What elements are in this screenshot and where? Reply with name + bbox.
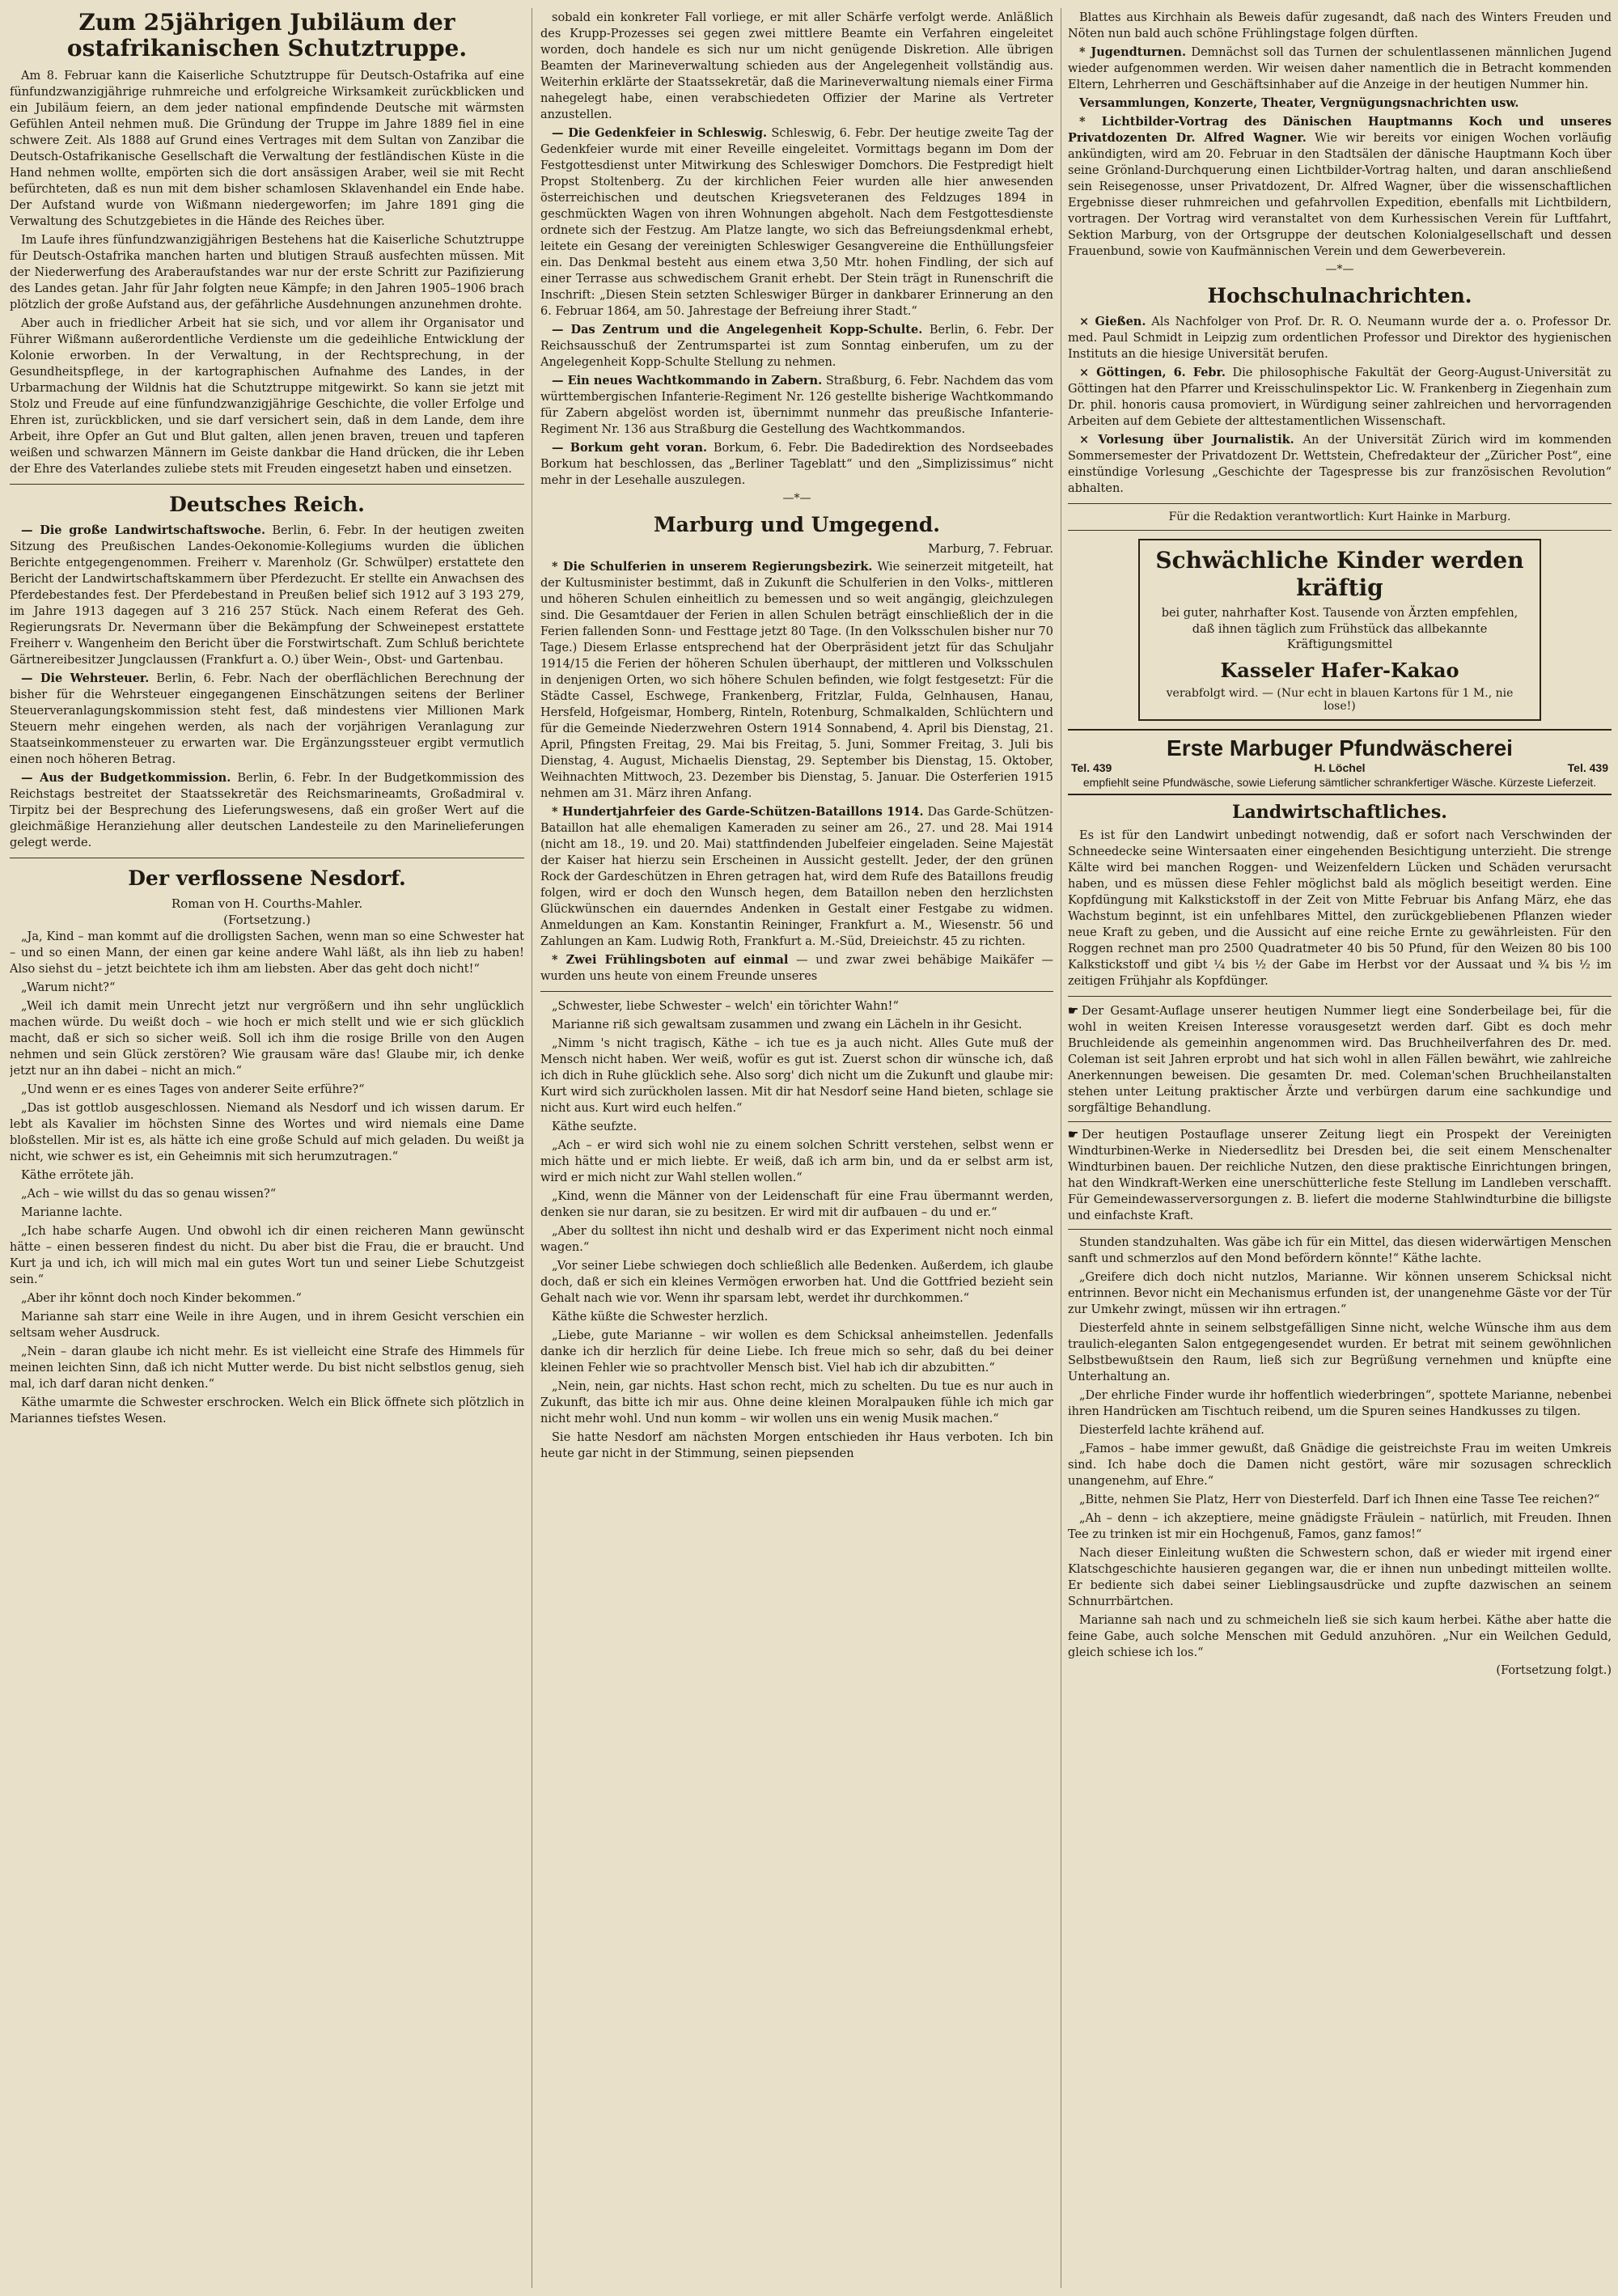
paragraph: „Warum nicht?“ (21, 981, 116, 995)
article-schutztruppe (10, 68, 524, 477)
news-item (1068, 432, 1612, 497)
headline-schutztruppe: Zum 25jährigen Jubiläum der ostafrikanischen Schutztruppe. (66, 10, 468, 62)
news-item-text: Als Nachfolger von Prof. Dr. R. O. Neumann wurde der a. o. Professor Dr. med. Paul Schmidt in Leipzig zum ordentlichen Professor und Direktor des hygienischen Instituts an die hiesige Universität berufen. (1068, 316, 1612, 361)
paragraph: „Nein – daran glaube ich nicht mehr. Es ist vielleicht eine Strafe des Himmels für meinen leichten Sinn, daß ich nicht Mutter werde. Du bist nicht selbstlos genug, sieh mal, ich darf daran nicht denken.“ (10, 1345, 524, 1392)
paragraph: Käthe küßte die Schwester herzlich. (552, 1311, 769, 1324)
paragraph: „Ja, Kind – man kommt auf die drolligsten Sachen, wenn man so eine Schwester hat – und so einen Mann, der einen gar keine andere Wahl läßt, als ihn lieb zu haben! Also siehst du – jetzt beichtete ich ihm am liebsten. Aber das geht doch nicht!“ (10, 930, 524, 976)
section-deutsches-reich (10, 523, 524, 851)
news-item-lead: × Vorlesung über Journalistik. (1079, 433, 1294, 447)
news-item (540, 322, 1053, 371)
news-item-text: Borkum, 6. Febr. Die Badedirektion des Nordseebades Borkum hat beschlossen, das „Berliner Tageblatt“ und den „Simplizissimus“ nicht mehr in der Lesehalle auszulegen. (540, 442, 1053, 487)
news-item-text: Berlin, 6. Febr. Der Reichsausschuß der Zentrumspartei ist zum Sonntag einberufen, um zu der Angelegenheit Kopp-Schulte Stellung zu nehmen. (540, 324, 1053, 369)
news-item-text: Das Garde-Schützen-Bataillon hat alle ehemaligen Kameraden zu seiner am 26., 27. und 28. Mai 1914 (nicht am 18., 19. und 20. Mai) stattfindenden Jubelfeier eingeladen. Seine Majestät der Kaiser hat hierzu sein Erscheinen in Aussicht gestellt. Jeder, der den grünen Rock der Gardeschützen in Ehren getragen hat, wird dem Rufe des Bataillons freudig folgen, wird er doch den Wunsch hegen, dem Bataillon neben den herzlichsten Glückwünschen ein dauerndes Andenken in Gestalt einer Festgabe zu widmen. Anmeldungen an Kam. Konstantin Reininger, Frankfurt a. M., Wiesenstr. 56 und Zahlungen an Kam. Ludwig Roth, Frankfurt a. M.-Süd, Dreieichstr. 45 zu richten. (540, 806, 1053, 948)
paragraph: „Kind, wenn die Männer von der Leidenschaft für eine Frau übermannt werden, denken sie nur daran, sie zu besitzen. Er wird mit dir aufbauen – du und er.“ (540, 1190, 1053, 1219)
serial-text (1068, 1235, 1612, 1661)
column-middle (540, 10, 1053, 2286)
news-item-text: Schleswig, 6. Febr. Der heutige zweite Tag der Gedenkfeier wurde mit einer Reveille eingeleitet. Vormittags begann im Dom der Festgottesdienst unter Mitwirkung des Schleswiger Domchors. Die Festpredigt hielt Propst Stoltenberg. Zu der kirchlichen Feier wurden alle hier anwesenden österreichischen und deutschen Kriegsveteranen des Feldzuges 1894 in geschmückten Wagen von ihren Wohnungen abgeholt. Nach dem Festgottesdienste ordnete sich der Festzug. Am Platze langte, wo sich das Befreiungsdenkmal erhebt, leitete ein Gesang der vereinigten Schleswiger Gesangvereine die Enthüllungsfeier ein. Das Denkmal besteht aus einem etwa 3,50 Mtr. hohen Findling, der sich auf einer Terrasse aus schwedischem Granit erhebt. Der Stein trägt in Runenschrift die Inschrift: „Diesen Stein setzten Schleswiger Bürger in dankbarer Erinnerung an den 6. Februar 1864, am 50. Jahrestage der Befreiung ihrer Stadt.“ (540, 127, 1053, 318)
divider (540, 991, 1053, 992)
news-item-text: Berlin, 6. Febr. In der heutigen zweiten Sitzung des Preußischen Landes-Oekonomie-Kollegiums wurden die üblichen Berichte entgegengenommen. Freiherr v. Marenholz (Gr. Schwülper) erstattete den Bericht der Landwirtschaftskammern über Pferdezucht. Er stellte ein Anwachsen des Pferdebestandes fest. Der Pferdebestand in Preußen belief sich 1912 auf 3 193 279, im Jahre 1913 dagegen auf 3 216 257 Stück. Nach einem Referat des Geh. Regierungsrats Dr. Nevermann über die Bekämpfung der Schweinepest erstattete Freiherr v. Wangenheim den Bericht über die Forstwirtschaft. Zum Schluß berichtete Gärtnereibesitzer Jungclaussen (Frankfurt a. O.) über Wein-, Obst- und Gartenbau. (10, 524, 524, 667)
paragraph: Diesterfeld ahnte in seinem selbstgefälligen Sinne nicht, welche Wünsche ihm aus dem traulich-eleganten Salon entgegengesendet wurden. Er betrat mit seinem gewöhnlichen Selbstbewußtsein den Raum, ließ sich zur Begrüßung vernehmen und knüpfte eine Unterhaltung an. (1068, 1321, 1612, 1383)
ad-contact-row (1071, 761, 1608, 774)
notice-prospekt (1068, 1127, 1612, 1230)
paragraph: „Das ist gottlob ausgeschlossen. Niemand als Nesdorf und ich wissen darum. Er lebt als Kavalier im höchsten Sinne des Wortes und wird niemals eine Dame bloßstellen. Mir ist es, als hätte ich eine große Schuld auf mich geladen. Du weißt ja nicht, wie schwer es ist, ein Geheimnis mit sich herumzutragen.“ (10, 1102, 524, 1164)
divider-star: —*— (1325, 263, 1354, 276)
news-item-lead: — Borkum geht voran. (552, 441, 708, 455)
section-hochschul (1068, 314, 1612, 497)
news-item-text: Berlin, 6. Febr. Nach der oberflächlichen Berechnung der bisher für die Wehrsteuer eingegangenen Einschätzungen seitens der Berliner Steuerveranlagungskommission steht fest, daß mindestens vier Millionen Mark Steuern mehr eingehen werden, als nach der vorjährigen Veranlagung zur Staatseinkommensteuer zu erwarten war. Die Ergänzungssteuer ergibt vermutlich einen noch höheren Betrag. (10, 672, 524, 767)
news-item (540, 804, 1053, 950)
paragraph: „Nimm 's nicht tragisch, Käthe – ich tue es ja auch nicht. Alles Gute muß der Mensch nicht haben. Wer weiß, wofür es gut ist. Zuerst schon dir wünsche ich, daß ich dich in Ruhe glücklich sehe. Also sorg' dich nicht um die Zukunft und glaube mir: Kurt wird sich zurückholen lassen. Mit dir hat Nesdorf seine Hand bieten, schlage sie nicht aus. Kurt wird euch helfen.“ (540, 1037, 1053, 1115)
news-item-lead: — Die Wehrsteuer. (21, 671, 150, 686)
paragraph: Im Laufe ihres fünfundzwanzigjährigen Bestehens hat die Kaiserliche Schutztruppe für Deutsch-Ostafrika manchen harten und blutigen Strauß ausfechten müssen. Mit der Niederwerfung des Araberaufstandes war nur der erste Schritt zur Pazifizierung des Landes getan. Jahr für Jahr folgten neue Kämpfe; in den Jahren 1905–1906 brach plötzlich der große Aufstand aus, der gefährliche Ausdehnungen anzunehmen drohte. (10, 234, 524, 312)
phone-left: Tel. 439 (1071, 760, 1112, 774)
paragraph: „Greifere dich doch nicht nutzlos, Marianne. Wir können unserem Schicksal nicht entrinnen. Bevor nicht ein Mechanismus erfunden ist, der unangenehme Gäste vor der Tür zur Umkehr zwingt, müssen wir ihn ertragen.“ (1068, 1270, 1612, 1316)
section-marburg (540, 559, 1053, 985)
news-item-text: Wie seinerzeit mitgeteilt, hat der Kultusminister bestimmt, daß in Zukunft die Schulferien in den Volks-, mittleren und höheren Schulen einheitlich zu bemessen und so weit angängig, gleichzulegen sind. Die Gesamtdauer der Ferien in allen Schulen beträgt einschließlich der in die Ferien fallenden Sonn- und Festtage jetzt 80 Tage. (In den Volksschulen bisher nur 70 Tage.) Diesem Erlasse entsprechend hat der Oberpräsident jetzt für das Schuljahr 1914/15 die Ferien der höheren Schulen überhaupt, der mittleren und Volksschulen in denjenigen Orten, wo sich höhere Schulen befinden, wie folgt festgesetzt: Für die Städte Cassel, Eschwege, Frankenberg, Fritzlar, Fulda, Gelnhausen, Hanau, Hersfeld, Hofgeismar, Homberg, Rinteln, Rotenburg, Schmalkalden, Schlüchtern und für die Gemeinde Niederzwehren Ostern 1914 Sonnabend, 4. April bis Dienstag, 21. April, Pfingsten Freitag, 29. Mai bis Freitag, 5. Juni, Sommer Freitag, 3. Juli bis Dienstag, 4. August, Michaelis Dienstag, 29. September bis Dienstag, 15. Oktober, Weihnachten Mittwoch, 23. Dezember bis Dienstag, 5. Januar. Die Osterferien 1915 nehmen am 31. März ihren Anfang. (540, 561, 1053, 800)
news-item-lead: — Aus der Budgetkommission. (21, 771, 231, 786)
ad-text: bei guter, nahrhafter Kost. Tausende von Ärzten empfehlen, daß ihnen täglich zum Frühstück das allbekannte Kräftigungsmittel (1161, 607, 1518, 652)
paragraph: „Ah – denn – ich akzeptiere, meine gnädigste Fräulein – natürlich, mit Freuden. Ihnen Tee zu trinken ist mir ein Hochgenuß, Famos, ganz famos!“ (1068, 1511, 1612, 1541)
news-item-lead: — Das Zentrum und die Angelegenheit Kopp-Schulte. (552, 323, 923, 337)
news-item-text: — und zwar zwei behäbige Maikäfer — wurden uns heute von einem Freunde unseres (540, 954, 1053, 983)
paragraph: Marianne sah starr eine Weile in ihre Augen, und in ihrem Gesicht verschien ein seltsam weher Ausdruck. (10, 1311, 524, 1341)
paragraph: Käthe errötete jäh. (21, 1169, 134, 1183)
news-item (1068, 314, 1612, 362)
paragraph: Sie hatte Nesdorf am nächsten Morgen entschieden ihr Haus verboten. Ich bin heute gar nicht in der Stimmung, seinen piepsenden (540, 1431, 1053, 1460)
news-item-lead: * Die Schulferien in unserem Regierungsbezirk. (552, 560, 873, 574)
news-item (10, 523, 524, 668)
ad-footnote: verabfolgt wird. — (Nur echt in blauen Kartons für 1 M., nie lose!) (1166, 686, 1514, 713)
paragraph: „Schwester, liebe Schwester – welch' ein törichter Wahn!“ (552, 1000, 899, 1013)
serial-byline: Roman von H. Courths-Mahler. (171, 896, 363, 912)
paragraph: Aber auch in friedlicher Arbeit hat sie sich, und vor allem ihr Organisator und Führer Wißmann außerordentliche Verdienste um die gedeihliche Entwicklung der Kolonie erworben. In der Verwaltung, in der Rechtsprechung, in der Gesundheitspflege, in der kartographischen Aufnahme des Landes, in der Urbarmachung der Wildnis hat die Schutztruppe mitgewirkt. So kann sie jetzt mit Stolz und Freude auf eine fünfundzwanzigjährige Geschichte, die voller Erfolge und Ehren ist, zurückblicken, und sie darf versichert sein, daß in dem Lande, dem ihre Arbeit, ihre Opfer an Gut und Blut galten, allen jenen braven, treuen und tapferen weißen und schwarzen Männern im Geiste dankbar die Hand drücken, die ihr Leben der Ehre des Vaterlandes zuliebe stets mit Freuden eingesetzt haben und einsetzen. (10, 317, 524, 477)
news-item (1068, 114, 1612, 260)
pointing-hand-icon: ☛ (1068, 1127, 1078, 1142)
news-item (540, 125, 1053, 320)
news-item (540, 952, 1053, 985)
news-item-text: Die philosophische Fakultät der Georg-August-Universität zu Göttingen hat den Pfarrer und Kreisschulinspektor Lic. W. Frankenberg in Ziegenhain zum Dr. phil. honoris causa promoviert, in Würdigung seiner zahlreichen und hervorragenden Arbeiten auf dem Gebiete der alttestamentlichen Wissenschaft. (1068, 366, 1612, 428)
article-continuation (1068, 10, 1612, 42)
news-item (540, 373, 1053, 438)
news-item-text: Wie wir bereits vor einigen Wochen vorläufig ankündigten, wird am 20. Februar in den Stadtsälen der dänische Hauptmann Koch über seine Grönland-Durchquerung einen Lichtbilder-Vortrag halten, und daran anschließend sein Reisegenosse, unser Privatdozent, Dr. Alfred Wagner, über die wissenschaftlichen Ergebnisse dieser ruhmreichen und gefahrvollen Expedition, ebenfalls mit Lichtbildern, vortragen. Der Vortrag wird veranstaltet von dem Kurhessischen Verein für Luftfahrt, Sektion Marburg, von der Ortsgruppe der deutschen Kolonialgesellschaft und dessen Frauenbund, sowie von Kaufmännischen Verein und dem Gewerbeverein. (1068, 132, 1612, 258)
paragraph: „Weil ich damit mein Unrecht jetzt nur vergrößern und ihn sehr unglücklich machen würde. Du weißt doch – wie hoch er mich stellt und wie er sich glücklich macht, daß er sich so sicher weiß. Soll ich ihm die rosige Brille von den Augen nehmen und sein Glück zerstören? Wie grausam wäre das! Glaube mir, ich denke jetzt nur an ihn dabei – nicht an mich.“ (10, 1000, 524, 1078)
section-heading-hochschul: Hochschulnachrichten. (1207, 284, 1472, 307)
news-item-lead: × Gießen. (1079, 315, 1146, 328)
paragraph: Käthe seufzte. (552, 1120, 637, 1133)
paragraph: Marianne riß sich gewaltsam zusammen und zwang ein Lächeln in ihr Gesicht. (552, 1019, 1023, 1032)
news-notes (540, 125, 1053, 489)
column-right (1068, 10, 1612, 2286)
news-item (540, 440, 1053, 489)
phone-right: Tel. 439 (1567, 760, 1608, 774)
owner-name: H. Löchel (1314, 760, 1366, 774)
paragraph: „Liebe, gute Marianne – wir wollen es dem Schicksal anheimstellen. Jedenfalls danke ich dir herzlich für deine Liebe. Ich freue mich so sehr, daß du bei deiner kleinen Fehler wie so prachtvoller Mensch bist. Viel hab ich dir abzubitten.“ (540, 1329, 1053, 1375)
ad-pfundwaescherei (1068, 729, 1612, 795)
paragraph: Es ist für den Landwirt unbedingt notwendig, daß er sofort nach Verschwinden der Schneedecke seine Wintersaaten einer eingehenden Besichtigung unterzieht. Die strenge Kälte wird bei manchen Roggen- und Weizenfeldern Lücken und Schäden verursacht haben, und es müssen diese Fehler möglichst bald als möglich beseitigt werden. Eine Kopfdüngung mit Kalkstickstoff in der Zeit von Mitte Februar bis Anfang März, ehe das Wachstum beginnt, ist ein unfehlbares Mittel, den zurückgebliebenen Pflanzen wieder neue Kraft zu geben, und die Aussicht auf eine reiche Ernte zu gewährleisten. Für den Roggen rechnet man pro 2500 Quadratmeter 40 bis 50 Pfund, für den Weizen 80 bis 100 Kalkstickstoff und gibt ¼ bis ½ der Gabe im Herbst vor der Aussaat und ¾ bis ½ im zeitigen Frühjahr als Kopfdünger. (1068, 828, 1612, 988)
section-heading-deutsches-reich: Deutsches Reich. (169, 493, 365, 517)
local-notes (1068, 44, 1612, 260)
notice-beilage (1068, 1003, 1612, 1122)
paragraph: „Ich habe scharfe Augen. Und obwohl ich dir einen reicheren Mann gewünscht hätte – einen besseren findest du nicht. Du aber bist die Frau, die er braucht. Und Kurt ja und ich, ich will mich mal ein gutes Wort tun und seiner Liebe Schutzgeist sein.“ (10, 1225, 524, 1287)
divider (1068, 530, 1612, 531)
paragraph: Marianne lachte. (21, 1206, 123, 1220)
divider-star: —*— (782, 492, 811, 505)
paragraph: „Ach – er wird sich wohl nie zu einem solchen Schritt verstehen, selbst wenn er mich hätte und er mich liebte. Er weiß, daß ich arm bin, und da er selbst arm ist, wird er mich nicht zur Wahl stellen wollen.“ (540, 1139, 1053, 1184)
ad-hafer-kakao (1138, 539, 1541, 721)
marburg-dateline: Marburg, 7. Februar. (928, 543, 1053, 556)
ad-title: Erste Marbuger Pfundwäscherei (1167, 735, 1513, 760)
serial-to-be-continued: (Fortsetzung folgt.) (1496, 1663, 1612, 1677)
ad-title: Schwächliche Kinder werden kräftig (1155, 547, 1524, 601)
serial-continuation: (Fortsetzung.) (223, 913, 311, 928)
paragraph: „Famos – habe immer gewußt, daß Gnädige die geistreichste Frau im weiten Umkreis sind. Ich habe doch die Damen nicht gestört, wäre mir sozusagen schrecklich unangenehm, auf Ehre.“ (1068, 1442, 1612, 1488)
paragraph: Käthe umarmte die Schwester erschrocken. Welch ein Blick öffnete sich plötzlich in Mariannes tiefstes Wesen. (10, 1396, 524, 1426)
notice-text: Der Gesamt-Auflage unserer heutigen Nummer liegt eine Sonderbeilage bei, für die wohl in weiten Kreisen Interesse vorausgesetzt werden darf. Gibt es doch mehr Bruchleidende als gemeinhin angenommen wird. Das Bruchheilverfahren des Dr. med. Coleman ist seit Jahren erprobt und hat sich wohl in allen Fällen bewährt, wie zahlreiche Anerkennungen beweisen. Die gesamten Dr. med. Coleman'schen Bruchheilanstalten stehen unter Leitung praktischer Ärzte und verbürgen darum eine sachkundige und sorgfältige Behandlung. (1068, 1004, 1612, 1115)
divider (10, 484, 524, 485)
pointing-hand-icon: ☛ (1068, 1003, 1078, 1018)
news-item-lead: — Die große Landwirtschaftswoche. (21, 523, 266, 538)
paragraph: „Aber du solltest ihn nicht und deshalb wird er das Experiment nicht noch einmal wagen.“ (540, 1225, 1053, 1254)
paragraph: „Ach – wie willst du das so genau wissen?“ (21, 1188, 277, 1201)
paragraph: Am 8. Februar kann die Kaiserliche Schutztruppe für Deutsch-Ostafrika auf eine fünfundzwanzigjährige ruhmreiche und erfolgreiche Wirksamkeit zurückblicken und ein Jubiläum feiern, an dem jeder national empfindende Deutsche mit wärmsten Gefühlen Anteil nehmen muß. Die Gründung der Truppe im Jahre 1889 fiel in eine schwere Zeit. Als 1888 auf Grund eines Vertrages mit dem Sultan von Zanzibar die Deutsch-Ostafrikanische Gesellschaft die Verwaltung der festländischen Küste in die Hand nehmen wollte, empörten sich die dort ansässigen Araber, weil sie mit Recht befürchteten, daß es nun mit dem bisher schamlosen Sklavenhandel ein Ende habe. Der Aufstand wurde von Wißmann niedergeworfen; im Jahre 1891 ging die Verwaltung des Schutzgebietes in die Hände des Reiches über. (10, 70, 524, 229)
news-item-lead: Versammlungen, Konzerte, Theater, Vergnügungsnachrichten usw. (1079, 96, 1519, 110)
paragraph: „Der ehrliche Finder wurde ihr hoffentlich wiederbringen“, spottete Marianne, nebenbei ihren Handrücken am Tischtuch reibend, um die Spuren seines Handkusses zu tilgen. (1068, 1388, 1612, 1418)
news-item-lead: * Hundertjahrfeier des Garde-Schützen-Bataillons 1914. (552, 805, 924, 819)
notice-text: Der heutigen Postauflage unserer Zeitung liegt ein Prospekt der Vereinigten Windturbinen-Werke in Niedersedlitz bei Dresden bei, die seit einem Menschenalter Windturbinen bauen. Der reichliche Nutzen, den diese praktische Einrichtungen bringen, hat den Windkraft-Werken eine unerschütterliche feste Stellung im Landleben verschafft. Für Gemeindewasserversorgungen z. B. liefert die moderne Stahlwindturbine die billigste und einfachste Kraft. (1068, 1128, 1612, 1222)
editor-line: Für die Redaktion verantwortlich: Kurt Hainke in Marburg. (1168, 510, 1511, 523)
paragraph: „Und wenn er es eines Tages von anderer Seite erführe?“ (21, 1083, 365, 1097)
news-item (10, 671, 524, 768)
divider (1068, 503, 1612, 504)
news-item-text: An der Universität Zürich wird im kommenden Sommersemester der Privatdozent Dr. Wettstein, Chefredakteur der „Züricher Post“, eine einstündige Vorlesung „Geschichte der Tagespresse bis zur französischen Revolution“ abhalten. (1068, 434, 1612, 495)
paragraph: Diesterfeld lachte krähend auf. (1079, 1423, 1264, 1437)
section-heading-landwirtschaft: Landwirtschaftliches. (1232, 801, 1447, 823)
news-item (1068, 44, 1612, 93)
news-item-lead: — Die Gedenkfeier in Schleswig. (552, 126, 768, 140)
news-item (1068, 95, 1612, 112)
news-item (10, 770, 524, 851)
paragraph: sobald ein konkreter Fall vorliege, er mit aller Schärfe verfolgt werde. Anläßlich des Krupp-Prozesses sei gegen zwei mittlere Beamte ein Verfahren eingeleitet worden, doch handele es sich nur um nicht genügende Diskretion. Alle übrigen Beamten der Marineverwaltung schieden aus der Angelegenheit vollständig aus. Weiterhin erklärte der Staatssekretär, daß die Marineverwaltung niemals einer Firma nahegelegt habe, einen verabschiedeten Offizier der Marine als Vertreter anzustellen. (540, 11, 1053, 121)
divider (1068, 996, 1612, 997)
news-item-lead: * Lichtbilder-Vortrag des Dänischen Hauptmanns Koch und unseres Privatdozenten Dr. Alfred Wagner. (1068, 115, 1612, 145)
news-item-lead: — Ein neues Wachtkommando in Zabern. (552, 374, 823, 388)
news-item (540, 559, 1053, 802)
article-continuation (540, 10, 1053, 123)
serial-text (540, 998, 1053, 1462)
news-item-text: Demnächst soll das Turnen der schulentlassenen männlichen Jugend wieder aufgenommen werden. Wir weisen daher namentlich die in Betracht kommenden Eltern, Lehrherren und Geschäftsinhaber auf die Anzeige in der heutigen Nummer hin. (1068, 46, 1612, 91)
column-left (10, 10, 524, 2286)
paragraph: „Nein, nein, gar nichts. Hast schon recht, mich zu schelten. Du tue es nur auch in Zukunft, das bitte ich mir aus. Ohne deine kleinen Moralpauken fühle ich mich gar nicht mehr wohl. Und nun komm – wir wollen uns ein wenig Musik machen.“ (540, 1380, 1053, 1425)
paragraph: Blattes aus Kirchhain als Beweis dafür zugesandt, daß nach des Winters Freuden und Nöten nun bald auch schöne Frühlingstage folgen dürften. (1068, 11, 1612, 40)
paragraph: Nach dieser Einleitung wußten die Schwestern schon, daß er wieder mit irgend einer Klatschgeschichte hausieren gegangen war, die er ihnen nun unbedingt mitteilen wollte. Er bediente sich dabei seiner Lieblingsausdrücke und zupfte dazwischen an seinem Schnurrbärtchen. (1068, 1546, 1612, 1608)
serial-title: Der verflossene Nesdorf. (128, 866, 406, 891)
paragraph: Marianne sah nach und zu schmeicheln ließ sie sich kaum herbei. Käthe aber hatte die feine Gabe, auch solche Menschen mit Geduld anzuhören. „Nur ein Weilchen Geduld, gleich schiese ich los.“ (1068, 1613, 1612, 1659)
paragraph: „Aber ihr könnt doch noch Kinder bekommen.“ (21, 1292, 302, 1306)
paragraph: Stunden standzuhalten. Was gäbe ich für ein Mittel, das diesen widerwärtigen Menschen sanft und schmerzlos auf den Mond befördern könnte!“ Käthe lachte. (1068, 1235, 1612, 1265)
section-heading-marburg: Marburg und Umgegend. (654, 513, 940, 536)
section-landwirtschaft (1068, 828, 1612, 989)
news-item (1068, 365, 1612, 430)
news-item-lead: * Jugendturnen. (1079, 45, 1187, 59)
ad-product: Kasseler Hafer-Kakao (1220, 658, 1459, 682)
news-item-text: Berlin, 6. Febr. In der Budgetkommission des Reichstags bestreitet der Staatssekretär des Reichsmarineamts, Großadmiral v. Tirpitz bei der Besprechung des Lieferungswesens, daß ein großer Wert auf die gleichmäßige Heranziehung aller deutschen Landesteile zu den Marinelieferungen gelegt werde. (10, 772, 524, 850)
paragraph: „Bitte, nehmen Sie Platz, Herr von Diesterfeld. Darf ich Ihnen eine Tasse Tee reichen?“ (1079, 1493, 1600, 1506)
serial-text (10, 929, 524, 1427)
news-item-lead: * Zwei Frühlingsboten auf einmal (552, 953, 789, 967)
news-item-lead: × Göttingen, 6. Febr. (1079, 366, 1226, 379)
news-item-text: Straßburg, 6. Febr. Nachdem das vom württembergischen Infanterie-Regiment Nr. 126 gestellte bisherige Wachtkommando für Zabern abgelöst worden ist, übernimmt nunmehr das preußische Infanterie-Regiment Nr. 136 aus Straßburg die Gestellung des Wachtkommandos. (540, 375, 1053, 436)
ad-text: empfiehlt seine Pfundwäsche, sowie Lieferung sämtlicher schrankfertiger Wäsche. Kürzeste Lieferzeit. (1082, 775, 1597, 789)
paragraph: „Vor seiner Liebe schwiegen doch schließlich alle Bedenken. Außerdem, ich glaube doch, daß er sich ein kleines Vermögen erworben hat. Und die Gottfried bezieht sein Gehalt nach wie vor. Wenn ihr sparsam lebt, werdet ihr durchkommen.“ (540, 1260, 1053, 1305)
